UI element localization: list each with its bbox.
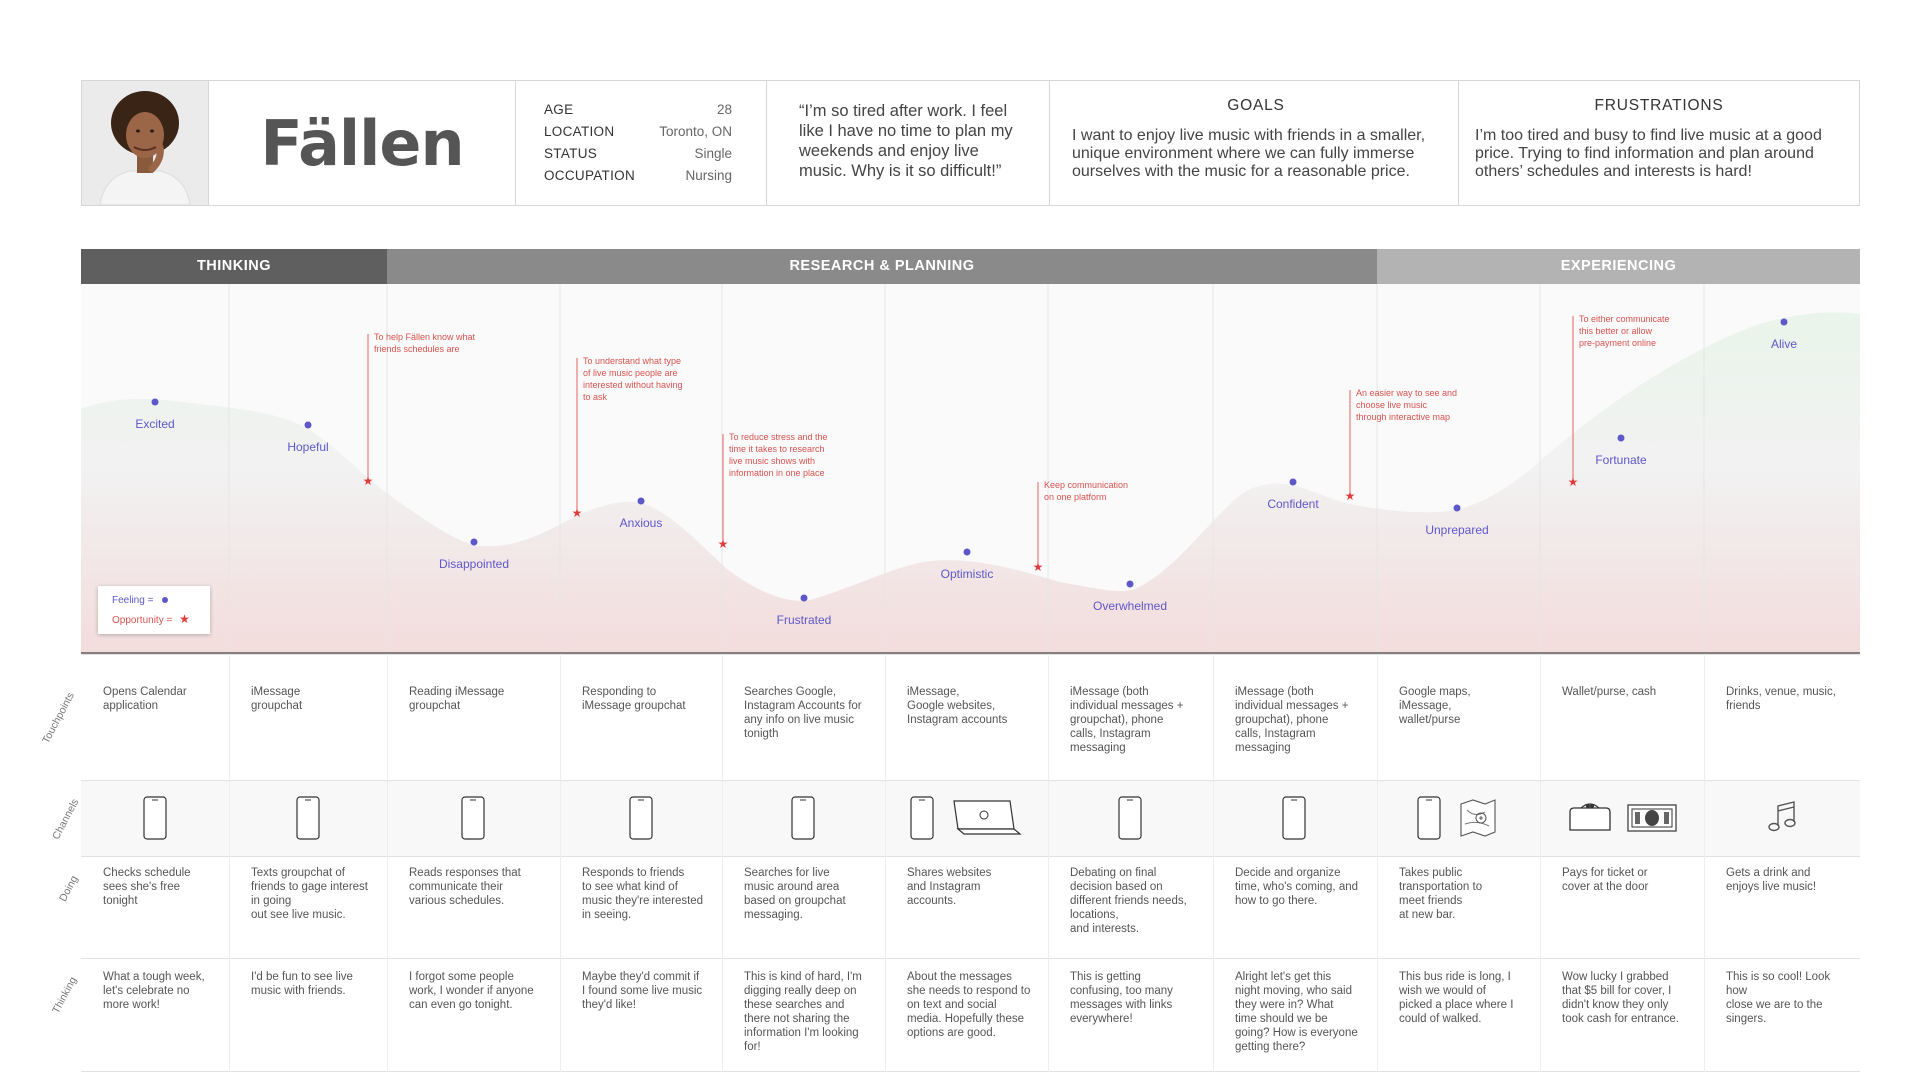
phone-icon	[143, 796, 167, 845]
touchpoint-cell: Google maps, iMessage, wallet/purse	[1399, 686, 1471, 726]
opportunity-note-line: on one platform	[1044, 492, 1107, 502]
feeling-dot	[964, 549, 971, 556]
journey-grid	[81, 654, 1860, 1072]
doing-cell: Reads responses that communicate their various schedules.	[409, 867, 521, 907]
phone-icon	[296, 796, 320, 845]
doing-cell: Responds to friends to see what kind of music they're interested in seeing.	[582, 867, 704, 921]
frustrations-cell	[1459, 81, 1859, 205]
music-note-icon	[1764, 800, 1800, 841]
feeling-dot	[1618, 435, 1625, 442]
info-key: OCCUPATION	[544, 168, 636, 183]
column-divider	[1540, 654, 1541, 1072]
opportunity-note-line: An easier way to see and	[1356, 388, 1458, 398]
opportunity-note-line: pre-payment online	[1579, 338, 1657, 348]
phase-research-planning: RESEARCH & PLANNING	[387, 249, 1377, 284]
wallet-icon	[1567, 802, 1613, 839]
doing-cell: Debating on final decision based on different friends needs, locations, and interests.	[1070, 867, 1187, 935]
frustrations-text: I’m too tired and busy to find live music at a good price. Trying to find information and plan around others’ schedules and interests is hard!	[1475, 127, 1822, 180]
info-row-status	[544, 143, 732, 165]
info-row-occupation	[544, 165, 732, 187]
feeling-dot	[152, 399, 159, 406]
feeling-dot	[1781, 319, 1788, 326]
row-divider	[81, 856, 1860, 857]
opportunity-note-line: To reduce stress and the	[729, 432, 828, 442]
emotion-label: Confident	[1267, 497, 1319, 511]
opportunity-star-icon: ★	[717, 537, 729, 551]
opportunity-note-line: To help Fällen know what	[374, 332, 476, 342]
info-key: AGE	[544, 102, 574, 117]
opportunity-star-icon: ★	[1032, 560, 1044, 574]
emotion-label: Overwhelmed	[1092, 599, 1168, 613]
info-value: 28	[716, 102, 732, 117]
feeling-dot	[801, 595, 808, 602]
emotion-label: Frustrated	[776, 613, 832, 627]
doing-cell: Gets a drink and enjoys live music!	[1726, 867, 1817, 893]
persona-name: Fällen	[260, 106, 464, 180]
column-divider	[1048, 654, 1049, 1072]
phone-icon	[1417, 796, 1441, 845]
opportunity-note-line: time it takes to research	[729, 444, 825, 454]
legend-opportunity	[112, 612, 190, 626]
opportunity-star-icon: ★	[1567, 475, 1579, 489]
persona-photo	[82, 81, 209, 205]
touchpoint-cell: iMessage (both individual messages + groupchat), phone calls, Instagram messaging	[1235, 686, 1349, 754]
row-divider	[81, 780, 1860, 781]
feeling-dot	[638, 498, 645, 505]
opportunity-star-icon: ★	[362, 474, 374, 488]
feeling-dot	[471, 539, 478, 546]
thinking-cell: Maybe they'd commit if I found some live music they'd like!	[582, 971, 703, 1011]
column-divider	[1377, 654, 1378, 1072]
cash-icon	[1627, 803, 1677, 838]
opportunity-note-line: To either communicate	[1579, 314, 1670, 324]
goals-title: GOALS	[1227, 97, 1285, 114]
touchpoint-cell: Drinks, venue, music, friends	[1726, 686, 1836, 712]
legend-feeling	[112, 594, 168, 608]
opportunity-note-line: through interactive map	[1356, 412, 1451, 422]
feeling-dot	[305, 422, 312, 429]
thinking-cell: This bus ride is long, I wish we would of picked a place where I could of walked.	[1399, 971, 1514, 1025]
column-divider	[1213, 654, 1214, 1072]
touchpoint-cell: Reading iMessage groupchat	[409, 686, 505, 712]
column-divider	[229, 654, 230, 1072]
phase-experiencing: EXPERIENCING	[1377, 249, 1860, 284]
touchpoint-cell: Wallet/purse, cash	[1562, 686, 1657, 698]
info-key: STATUS	[544, 146, 598, 161]
persona-quote-cell	[767, 81, 1050, 205]
emotion-label: Optimistic	[940, 567, 994, 581]
info-key: LOCATION	[544, 124, 615, 139]
emotion-label: Alive	[1770, 337, 1798, 351]
opportunity-note-line: of live music people are	[583, 368, 678, 378]
doing-cell: Pays for ticket or cover at the door	[1562, 867, 1649, 893]
doing-cell: Decide and organize time, who's coming, and how to go there.	[1235, 867, 1359, 907]
row-divider	[81, 654, 1860, 655]
doing-cell: Takes public transportation to meet friends at new bar.	[1399, 867, 1483, 921]
opportunity-note-line: interested without having	[583, 380, 683, 390]
emotion-label: Excited	[135, 417, 175, 431]
legend	[98, 586, 210, 634]
opportunity-note-line: this better or allow	[1579, 326, 1653, 336]
row-label-doing: Doing	[57, 873, 81, 904]
info-row-age	[544, 99, 732, 121]
opportunity-note-line: information in one place	[729, 468, 825, 478]
doing-cell: Checks schedule sees she's free tonight	[103, 867, 191, 907]
goals-cell	[1050, 81, 1459, 205]
persona-info	[516, 81, 767, 205]
opportunity-star-icon: ★	[1344, 489, 1356, 503]
feeling-dot	[1290, 479, 1297, 486]
persona-name-cell	[209, 81, 516, 205]
frustrations-title: FRUSTRATIONS	[1594, 97, 1724, 114]
opportunity-note-line: choose live music	[1356, 400, 1428, 410]
emotion-label: Anxious	[619, 516, 663, 530]
column-divider	[1704, 654, 1705, 1072]
phone-icon	[461, 796, 485, 845]
phone-icon	[629, 796, 653, 845]
row-label-thinking: Thinking	[50, 974, 80, 1016]
opportunity-note-line: to ask	[583, 392, 608, 402]
phone-icon	[910, 796, 934, 845]
touchpoint-cell: Opens Calendar application	[103, 686, 187, 712]
row-label-channels: Channels	[50, 796, 82, 842]
thinking-cell: Wow lucky I grabbed that $5 bill for cover, I didn't know they only took cash for entrance.	[1562, 971, 1679, 1025]
row-divider	[81, 958, 1860, 959]
phase-thinking: THINKING	[81, 249, 387, 284]
laptop-icon	[948, 799, 1022, 842]
thinking-cell: Alright let's get this night moving, who said they were in? What time should we be going? How is everyone getting there?	[1235, 971, 1358, 1053]
emotion-journey	[0, 284, 1920, 654]
doing-cell: Shares websites and Instagram accounts.	[907, 867, 992, 907]
touchpoint-cell: Searches Google, Instagram Accounts for any info on live music tonigth	[744, 686, 862, 740]
info-row-location	[544, 121, 732, 143]
row-divider	[81, 1071, 1860, 1072]
touchpoint-cell: iMessage, Google websites, Instagram accounts	[907, 686, 1008, 726]
star-icon: ★	[179, 612, 190, 626]
row-label-touchpoints: Touchpoints	[40, 690, 77, 746]
goals-text: I want to enjoy live music with friends in a smaller, unique environment where we can fully immerse ourselves with the music for a reasonable price.	[1072, 127, 1426, 180]
emotion-label: Fortunate	[1595, 453, 1647, 467]
thinking-cell: This is so cool! Look how close we are to the singers.	[1726, 971, 1831, 1025]
map-icon	[1455, 796, 1499, 845]
doing-cell: Texts groupchat of friends to gage interest in going out see live music.	[251, 867, 368, 921]
feeling-dot	[1454, 505, 1461, 512]
column-divider	[722, 654, 723, 1072]
thinking-cell: What a tough week, let's celebrate no more work!	[103, 971, 205, 1011]
thinking-cell: About the messages she needs to respond to on text and social media. Hopefully these options are good.	[907, 971, 1031, 1039]
column-divider	[885, 654, 886, 1072]
opportunity-note-line: friends schedules are	[374, 344, 460, 354]
persona-header	[81, 80, 1860, 206]
emotion-label: Hopeful	[287, 440, 329, 454]
thinking-cell: This is kind of hard, I'm digging really deep on these searches and there not sharing the information I'm looking for!	[744, 971, 862, 1053]
phone-icon	[1118, 796, 1142, 845]
opportunity-star-icon: ★	[571, 506, 583, 520]
phone-icon	[791, 796, 815, 845]
touchpoint-cell: Responding to iMessage groupchat	[582, 686, 686, 712]
feeling-dot	[1127, 581, 1134, 588]
opportunity-note-line: live music shows with	[729, 456, 816, 466]
thinking-cell: I'd be fun to see live music with friends.	[251, 971, 353, 997]
phone-icon	[1282, 796, 1306, 845]
opportunity-note-line: Keep communication	[1044, 480, 1129, 490]
touchpoint-cell: iMessage (both individual messages + groupchat), phone calls, Instagram messaging	[1070, 686, 1184, 754]
thinking-cell: I forgot some people work, I wonder if anyone can even go tonight.	[409, 971, 534, 1011]
touchpoint-cell: iMessage groupchat	[251, 686, 303, 712]
legend-opportunity-label: Opportunity =	[112, 615, 173, 626]
doing-cell: Searches for live music around area based on groupchat messaging.	[744, 867, 846, 921]
column-divider	[560, 654, 561, 1072]
opportunity-note-line: To understand what type	[583, 356, 682, 366]
legend-feeling-label: Feeling =	[112, 595, 154, 606]
thinking-cell: This is getting confusing, too many messages with links everywhere!	[1070, 971, 1173, 1025]
persona-quote: “I’m so tired after work. I feel like I have no time to plan my weekends and enjoy live music. Why is it so difficult!”	[799, 102, 1013, 180]
info-value: Single	[694, 146, 732, 161]
column-divider	[387, 654, 388, 1072]
info-value: Nursing	[685, 168, 732, 183]
info-value: Toronto, ON	[659, 124, 732, 139]
emotion-label: Unprepared	[1425, 523, 1489, 537]
feeling-dot-icon	[162, 597, 168, 603]
emotion-label: Disappointed	[438, 557, 510, 571]
